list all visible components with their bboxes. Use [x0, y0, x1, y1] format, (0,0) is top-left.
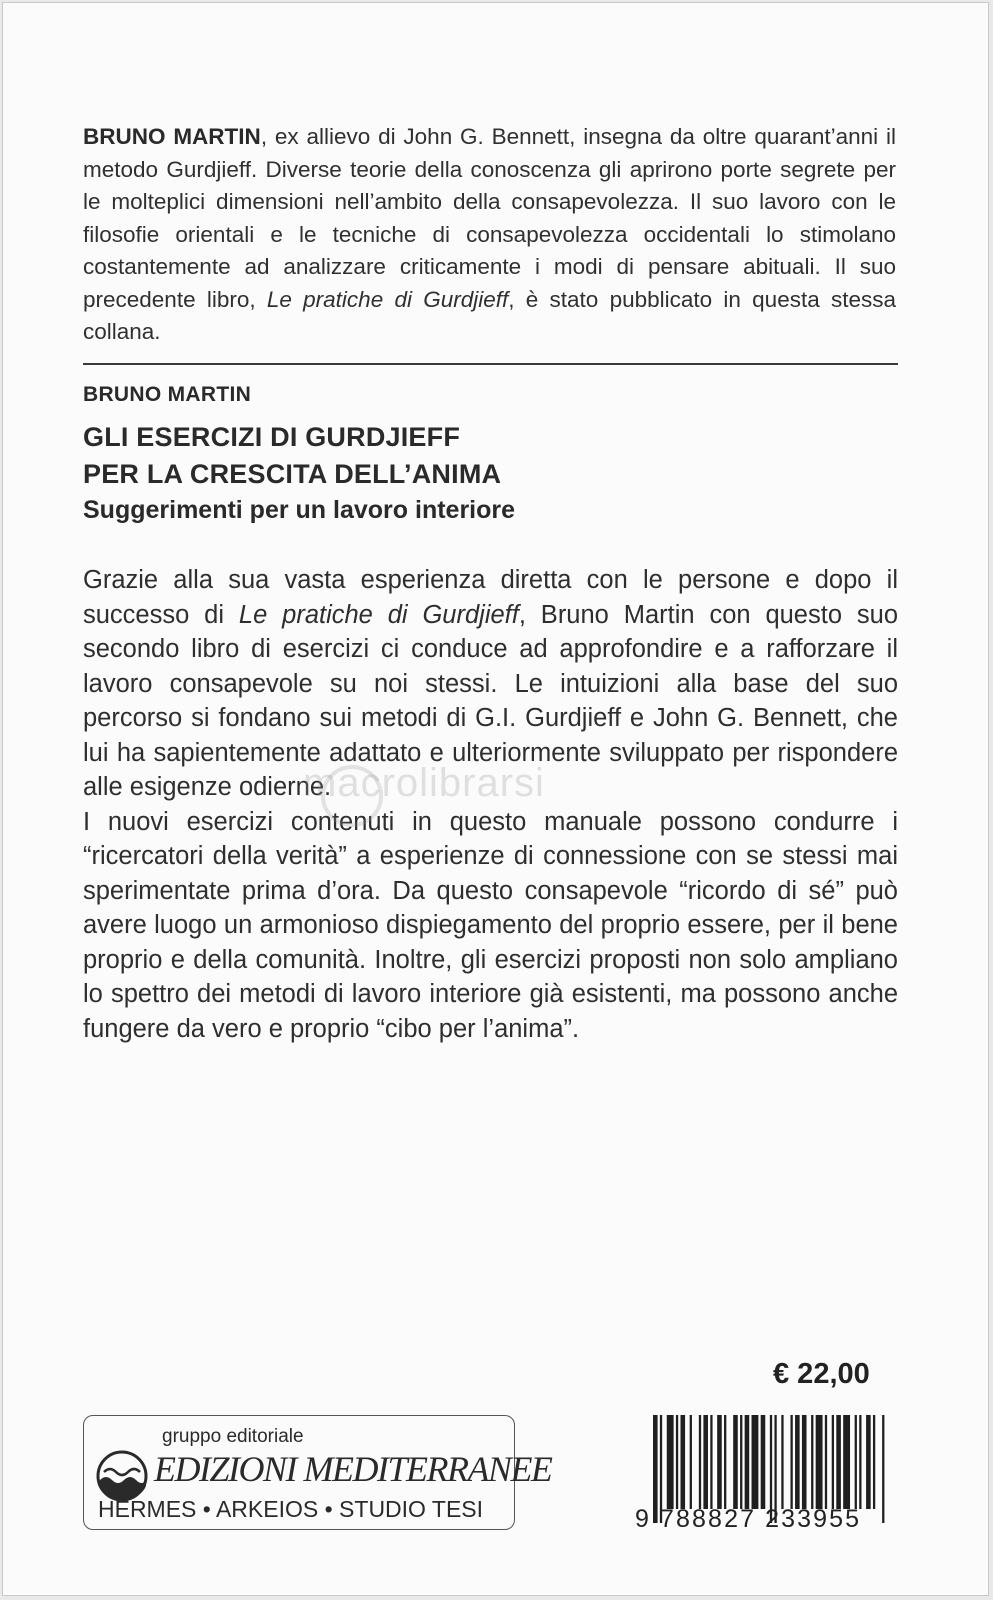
barcode-bar [855, 1415, 857, 1509]
barcode-bar [676, 1415, 678, 1509]
watermark: macrolibrarsi [303, 761, 545, 805]
bio-book-title: Le pratiche di Gurdjieff [266, 286, 509, 312]
barcode-bar [790, 1415, 792, 1509]
publisher-box [83, 1415, 552, 1530]
barcode-bar [843, 1415, 850, 1509]
book-back-cover [2, 2, 989, 1596]
barcode-bar [710, 1415, 712, 1509]
publisher-name: EDIZIONI MEDITERRANEE [154, 1449, 552, 1489]
desc-p1-part1: Grazie alla sua vasta esperienza diretta con le persone e dopo il successo di [83, 566, 898, 629]
barcode-bar [761, 1415, 766, 1509]
barcode-number: 9 788827 233955 [635, 1505, 862, 1533]
barcode-bar [781, 1415, 783, 1509]
book-title-line1: GLI ESERCIZI DI GURDJIEFF [83, 422, 461, 452]
barcode-bar [681, 1415, 686, 1509]
barcode-bar [717, 1415, 722, 1509]
book-author: BRUNO MARTIN [83, 383, 252, 406]
barcode-bar [724, 1415, 726, 1509]
bio-author-name: BRUNO MARTIN [83, 124, 261, 149]
book-subtitle: Suggerimenti per un lavoro interiore [83, 496, 516, 524]
barcode-bar [752, 1415, 759, 1509]
barcode-bar [740, 1415, 742, 1509]
barcode-bar [832, 1415, 834, 1509]
barcode-bar [836, 1415, 841, 1509]
divider [83, 363, 898, 365]
desc-p1-part2: , Bruno Martin con questo suo secondo libro di esercizi ci conduce ad approfondire e a rafforzare il lavoro consapevole su noi stessi. Le intuizioni alla base del suo percorso si fondano sui metodi di G.I. Gurdjieff e John G. Bennett, che lui ha sapientemente adattato e ulteriormente sviluppato per rispondere alle esigenze odierne. [83, 600, 898, 801]
book-title [83, 419, 501, 493]
description-paragraph-2: I nuovi esercizi contenuti in questo manuale possono condurre i “ricercatori della verità” a esperienze di connessione con se stessi mai sperimentate prima d’ora. Da questo consapevole “ricordo di sé” può avere luogo un armonioso dispiegamento del proprio essere, per il bene proprio e della comunità. Inoltre, gli esercizi proposti non solo ampliano lo spettro dei metodi di lavoro interiore già esistenti, ma possono anche fungere da vero e proprio “cibo per l’anima”. [83, 807, 898, 1043]
barcode-bar [802, 1415, 807, 1509]
barcode-bar [866, 1415, 871, 1509]
barcode-bar [811, 1415, 813, 1509]
price: € 22,00 [773, 1358, 870, 1390]
barcode-bar [733, 1415, 738, 1509]
publisher-group-label: gruppo editoriale [162, 1426, 304, 1447]
desc-p1-title: Le pratiche di Gurdjieff [238, 600, 519, 629]
barcode-bar [699, 1415, 701, 1509]
barcode-bar [859, 1415, 861, 1509]
barcode-bar [873, 1415, 875, 1509]
barcode-bar [745, 1415, 750, 1509]
wave-circle-icon [96, 1450, 148, 1502]
barcode-bar [667, 1415, 674, 1509]
book-title-line2: PER LA CRESCITA DELL’ANIMA [83, 459, 502, 489]
barcode-bar [703, 1415, 708, 1509]
barcode-bar [825, 1415, 827, 1509]
barcode-bar [690, 1415, 692, 1509]
bio-text-part1: , ex allievo di John G. Bennett, insegna da oltre quarant’anni il metodo Gurdjieff. Diverse teorie della conoscenza gli aprirono porte segrete per le molteplici dimensioni nell’ambito della consapevolezza. Il suo lavoro con le filosofie orientali e le tecniche di consapevolezza occidentali lo stimolano costantemente ad analizzare criticamente i modi di pensare abituali. Il suo precedente libro, [83, 124, 896, 312]
publisher-imprints: HERMES • ARKEIOS • STUDIO TESI [98, 1496, 484, 1522]
author-bio [83, 121, 896, 349]
barcode-bar [816, 1415, 823, 1509]
barcode-bar [795, 1415, 800, 1509]
bio-text-part2: , è stato pubblicato in questa stessa collana. [83, 286, 897, 344]
